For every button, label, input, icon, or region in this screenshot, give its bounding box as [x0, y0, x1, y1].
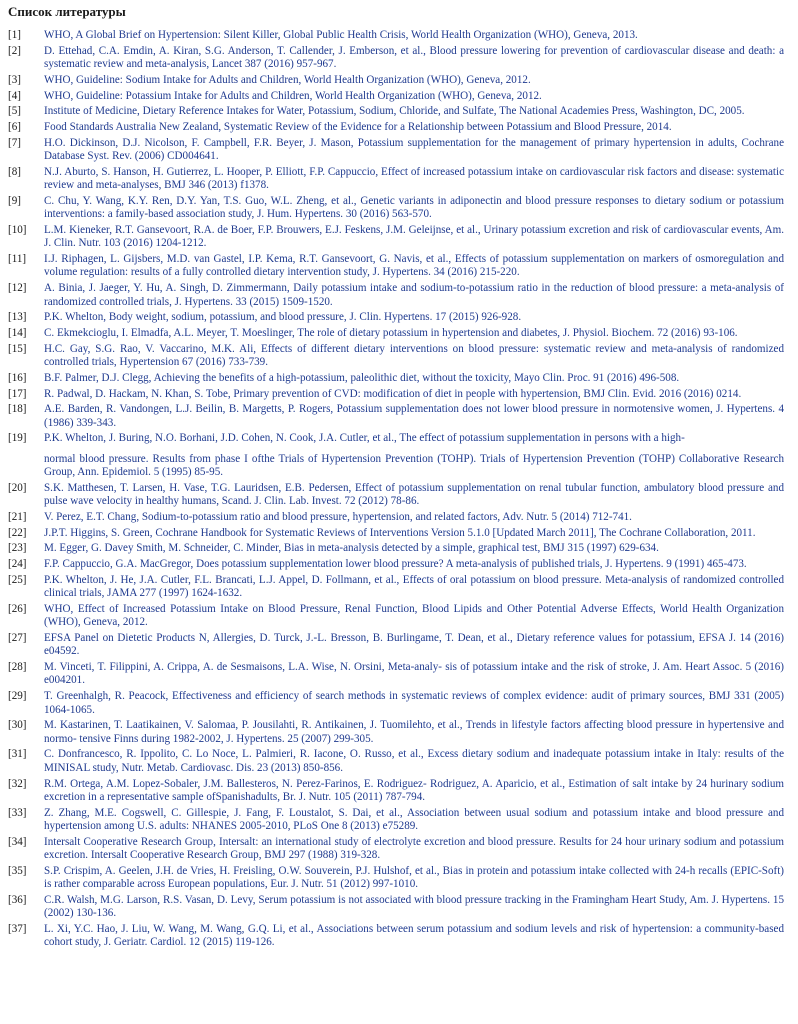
reference-text[interactable]: H.O. Dickinson, D.J. Nicolson, F. Campbell, F.R. Beyer, J. Mason, Potassium supplementation for the management of primary hypertension in adults, Cochrane Database Syst. Rev. (2006) CD004641. — [44, 136, 784, 163]
reference-item — [8, 632, 784, 659]
reference-text[interactable]: V. Perez, E.T. Chang, Sodium-to-potassium ratio and blood pressure, hypertension, and related factors, Adv. Nutr. 5 (2014) 712-741. — [44, 510, 632, 523]
reference-number: [26] — [8, 602, 27, 615]
reference-item — [8, 45, 784, 72]
reference-number: [32] — [8, 777, 27, 790]
reference-item — [8, 282, 784, 309]
reference-item — [8, 253, 784, 280]
reference-text[interactable]: A.E. Barden, R. Vandongen, L.J. Beilin, B. Margetts, P. Rogers, Potassium supplementation does not lower blood pressure in normotensive women, J. Hypertens. 4 (1986) 339-343. — [44, 403, 784, 429]
reference-text[interactable]: Intersalt Cooperative Research Group, Intersalt: an international study of electrolyte excretion and blood pressure. Results for 24 hour urinary sodium and potassium excretion. Intersalt Cooperative Research Group, BMJ 297 (1988) 319-328. — [44, 835, 784, 862]
reference-number: [35] — [8, 864, 27, 877]
reference-number: [4] — [8, 89, 21, 102]
reference-number: [20] — [8, 481, 27, 494]
reference-number: [21] — [8, 510, 27, 523]
reference-number: [23] — [8, 542, 27, 555]
reference-number: [25] — [8, 573, 27, 586]
reference-text[interactable]: M. Vinceti, T. Filippini, A. Crippa, A. de Sesmaisons, L.A. Wise, N. Orsini, Meta-analy- sis of potassium intake and the risk of stroke, J. Am. Heart Assoc. 5 (2016) e004201. — [44, 661, 784, 687]
reference-item — [8, 372, 784, 385]
reference-text[interactable]: S.K. Matthesen, T. Larsen, H. Vase, T.G. Lauridsen, E.B. Pedersen, Effect of potassium supplementation on renal tubular function, ambulatory blood pressure and pulse wave velocity in healthy humans, Scand. J. Clin. Lab. Invest. 72 (2012) 78-86. — [44, 481, 784, 508]
reference-number: [28] — [8, 661, 27, 674]
reference-number: [33] — [8, 806, 27, 819]
reference-number: [22] — [8, 526, 27, 539]
reference-item — [8, 343, 784, 370]
reference-text[interactable]: C. Donfrancesco, R. Ippolito, C. Lo Noce, L. Palmieri, R. Iacone, O. Russo, et al., Excess dietary sodium and inadequate potassium intake in Italy: results of the MINISAL study, Nutr. Metab. Cardiovasc. Dis. 23 (2013) 850-856. — [44, 748, 784, 774]
reference-item — [8, 527, 784, 540]
reference-text[interactable]: N.J. Aburto, S. Hanson, H. Gutierrez, L. Hooper, P. Elliott, F.P. Cappuccio, Effect of increased potassium intake on cardiovascular risk factors and disease: systematic review and meta-analyses, BMJ 346 (2013) f1378. — [44, 165, 784, 192]
reference-number: [9] — [8, 194, 21, 207]
reference-number: [27] — [8, 631, 27, 644]
reference-text[interactable]: M. Egger, G. Davey Smith, M. Schneider, C. Minder, Bias in meta-analysis detected by a simple, graphical test, BMJ 315 (1997) 629-634. — [44, 542, 659, 555]
reference-item — [8, 74, 784, 87]
reference-text[interactable]: C. Chu, Y. Wang, K.Y. Ren, D.Y. Yan, T.S. Guo, W.L. Zheng, et al., Genetic variants in adiponectin and blood pressure responses to dietary sodium or potassium interventions: a family-based association study, J. Hum. Hypertens. 30 (2016) 563-570. — [44, 194, 784, 221]
reference-number: [5] — [8, 105, 21, 118]
reference-number: [36] — [8, 893, 27, 906]
reference-text[interactable]: R. Padwal, D. Hackam, N. Khan, S. Tobe, Primary prevention of CVD: modification of diet in people with hypertension, BMJ Clin. Evid. 2016 (2016) 0214. — [44, 387, 742, 400]
reference-number: [6] — [8, 120, 21, 133]
reference-text[interactable]: B.F. Palmer, D.J. Clegg, Achieving the benefits of a high-potassium, paleolithic diet, without the toxicity, Mayo Clin. Proc. 91 (2016) 496-508. — [44, 371, 680, 384]
reference-item — [8, 90, 784, 103]
reference-text[interactable]: Z. Zhang, M.E. Cogswell, C. Gillespie, J. Fang, F. Loustalot, S. Dai, et al., Association between usual sodium and potassium intake and blood pressure and hypertension among U.S. adults: NHANES 2005-2010, PLoS One 8 (2013) e75289. — [44, 806, 784, 833]
reference-item — [8, 690, 784, 717]
reference-list — [8, 29, 784, 950]
reference-item — [8, 603, 784, 630]
reference-text[interactable]: C.R. Walsh, M.G. Larson, R.S. Vasan, D. Levy, Serum potassium is not associated with blood pressure tracking in the Framingham Heart Study, Am. J. Hypertens. 15 (2002) 130-136. — [44, 893, 784, 920]
reference-text-part: P.K. Whelton, J. Buring, N.O. Borhani, J.D. Cohen, N. Cook, J.A. Cutler, et al., The effect of potassium supplementation in persons with a high- — [44, 432, 685, 445]
reference-text[interactable]: EFSA Panel on Dietetic Products N, Allergies, D. Turck, J.-L. Bresson, B. Burlingame, T. Dean, et al., Dietary reference values for potassium, EFSA J. 14 (2016) e04592. — [44, 631, 784, 658]
line-gap — [44, 446, 784, 453]
reference-number: [19] — [8, 432, 27, 445]
reference-item — [8, 388, 784, 401]
reference-number: [14] — [8, 326, 27, 339]
reference-text[interactable]: M. Kastarinen, T. Laatikainen, V. Salomaa, P. Jousilahti, R. Antikainen, J. Tuomilehto, et al., Trends in lifestyle factors affecting blood pressure in hypertensive and normo- tensive Finns during 1982-2002, J. Hypertens. 25 (2007) 299-305. — [44, 719, 784, 745]
reference-text[interactable]: P.K. Whelton, Body weight, sodium, potassium, and blood pressure, J. Clin. Hypertens. 17 (2015) 926-928. — [44, 311, 522, 324]
reference-number: [3] — [8, 73, 21, 86]
reference-text[interactable]: P.K. Whelton, J. He, J.A. Cutler, F.L. Brancati, L.J. Appel, D. Follmann, et al., Effects of oral potassium on blood pressure. Meta-analysis of randomized controlled clinical trials, JAMA 277 (1997) 1624-1632. — [44, 573, 784, 600]
reference-number: [10] — [8, 223, 27, 236]
reference-number: [7] — [8, 136, 21, 149]
reference-text[interactable]: Institute of Medicine, Dietary Reference Intakes for Water, Potassium, Sodium, Chloride, and Sulfate, The National Academies Press, Washington, DC, 2005. — [44, 105, 745, 118]
reference-item — [8, 121, 784, 134]
reference-item — [8, 574, 784, 601]
reference-number: [17] — [8, 387, 27, 400]
reference-text[interactable] — [44, 432, 784, 479]
reference-item — [8, 923, 784, 950]
reference-item — [8, 558, 784, 571]
reference-item — [8, 719, 784, 746]
reference-text[interactable]: WHO, Effect of Increased Potassium Intake on Blood Pressure, Renal Function, Blood Lipids and Other Potential Adverse Effects, World Health Organization (WHO), Geneva, 2012. — [44, 602, 784, 629]
reference-number: [34] — [8, 835, 27, 848]
reference-item — [8, 105, 784, 118]
reference-text[interactable]: F.P. Cappuccio, G.A. MacGregor, Does potassium supplementation lower blood pressure? A meta-analysis of published trials, J. Hypertens. 9 (1991) 465-473. — [44, 558, 747, 571]
reference-number: [13] — [8, 311, 27, 324]
reference-item — [8, 327, 784, 340]
reference-text[interactable]: WHO, A Global Brief on Hypertension: Silent Killer, Global Public Health Crisis, World Health Organization (WHO), Geneva, 2013. — [44, 29, 638, 41]
reference-item — [8, 432, 784, 479]
reference-item — [8, 166, 784, 193]
reference-text[interactable]: C. Ekmekcioglu, I. Elmadfa, A.L. Meyer, T. Moeslinger, The role of dietary potassium in hypertension and diabetes, J. Physiol. Biochem. 72 (2016) 93-106. — [44, 326, 738, 339]
page-title: Список литературы — [8, 4, 126, 19]
reference-item — [8, 224, 784, 251]
reference-item — [8, 661, 784, 688]
reference-number: [24] — [8, 558, 27, 571]
reference-item — [8, 865, 784, 892]
reference-item — [8, 29, 784, 42]
reference-text-part: normal blood pressure. Results from phase I ofthe Trials of Hypertension Prevention (TOHP). Trials of Hypertension Prevention (TOHP) Collaborative Research Group, Ann. Epidemiol. 5 (1995) 85-95. — [44, 452, 784, 479]
reference-item — [8, 807, 784, 834]
reference-text[interactable]: R.M. Ortega, A.M. Lopez-Sobaler, J.M. Ballesteros, N. Perez-Farinos, E. Rodriguez- Rodriguez, A. Aparicio, et al., Estimation of salt intake by 24 hurinary sodium excretion in a representative sample ofSpanishadults, Br. J. Nutr. 105 (2011) 787-794. — [44, 777, 784, 803]
reference-text[interactable]: WHO, Guideline: Potassium Intake for Adults and Children, World Health Organization (WHO), Geneva, 2012. — [44, 89, 542, 102]
reference-number: [18] — [8, 403, 27, 416]
reference-text[interactable]: L. Xi, Y.C. Hao, J. Liu, W. Wang, M. Wang, G.Q. Li, et al., Associations between serum potassium and sodium levels and risk of hypertension: a community-based cohort study, J. Geriatr. Cardiol. 12 (2015) 119-126. — [44, 923, 784, 949]
reference-number: [29] — [8, 690, 27, 703]
reference-item — [8, 748, 784, 775]
reference-text[interactable]: L.M. Kieneker, R.T. Gansevoort, R.A. de Boer, F.P. Brouwers, E.J. Feskens, J.M. Geleijnse, et al., Urinary potassium excretion and risk of cardiovascular events, Am. J. Clin. Nutr. 103 (2016) 1204-1212. — [44, 223, 784, 250]
reference-number: [37] — [8, 923, 27, 936]
reference-item — [8, 836, 784, 863]
reference-item — [8, 482, 784, 509]
reference-number: [15] — [8, 342, 27, 355]
reference-number: [31] — [8, 748, 27, 761]
reference-text[interactable]: WHO, Guideline: Sodium Intake for Adults and Children, World Health Organization (WHO), Geneva, 2012. — [44, 73, 531, 86]
reference-item — [8, 542, 784, 555]
reference-number: [11] — [8, 253, 27, 266]
reference-text[interactable]: T. Greenhalgh, R. Peacock, Effectiveness and efficiency of search methods in systematic reviews of complex evidence: audit of primary sources, BMJ 331 (2005) 1064-1065. — [44, 690, 784, 716]
reference-item — [8, 511, 784, 524]
reference-text[interactable]: S.P. Crispim, A. Geelen, J.H. de Vries, H. Freisling, O.W. Souverein, P.J. Hulshof, et al., Bias in protein and potassium intake collected with 24-h recalls (EPIC-Soft) is rather comparable across European populations, Eur. J. Nutr. 51 (2012) 997-1010. — [44, 864, 784, 891]
reference-number: [12] — [8, 282, 27, 295]
reference-text[interactable]: H.C. Gay, S.G. Rao, V. Vaccarino, M.K. Ali, Effects of different dietary interventions on blood pressure: systematic review and meta-analysis of randomized controlled trials, Hypertension 67 (2016) 733-739. — [44, 342, 784, 369]
reference-number: [8] — [8, 165, 21, 178]
reference-text[interactable]: J.P.T. Higgins, S. Green, Cochrane Handbook for Systematic Reviews of Interventions Version 5.1.0 [Updated March 2011], The Cochrane Collaboration, 2011. — [44, 526, 756, 539]
reference-number: [16] — [8, 371, 27, 384]
reference-text[interactable]: D. Ettehad, C.A. Emdin, A. Kiran, S.G. Anderson, T. Callender, J. Emberson, et al., Blood pressure lowering for prevention of cardiovascular disease and death: a systematic review and meta-analysis, Lancet 387 (2016) 957-967. — [44, 44, 784, 71]
reference-item — [8, 894, 784, 921]
reference-number: [1] — [8, 29, 21, 41]
reference-item — [8, 403, 784, 430]
reference-item — [8, 137, 784, 164]
reference-text[interactable]: I.J. Riphagen, L. Gijsbers, M.D. van Gastel, I.P. Kema, R.T. Gansevoort, G. Navis, et al., Effects of potassium supplementation on markers of osmoregulation and volume regulation: results of a fully controlled dietary intervention study, J. Hypertens. 34 (2016) 215-220. — [44, 253, 784, 279]
reference-text[interactable]: A. Binia, J. Jaeger, Y. Hu, A. Singh, D. Zimmermann, Daily potassium intake and sodium-to-potassium ratio in the reduction of blood pressure: a meta-analysis of randomized controlled trials, J. Hypertens. 33 (2015) 1509-1520. — [44, 282, 784, 308]
reference-text[interactable]: Food Standards Australia New Zealand, Systematic Review of the Evidence for a Relationship between Potassium and Blood Pressure, 2014. — [44, 120, 672, 133]
reference-item — [8, 195, 784, 222]
reference-number: [30] — [8, 719, 27, 732]
reference-item — [8, 311, 784, 324]
reference-number: [2] — [8, 44, 21, 57]
reference-item — [8, 778, 784, 805]
